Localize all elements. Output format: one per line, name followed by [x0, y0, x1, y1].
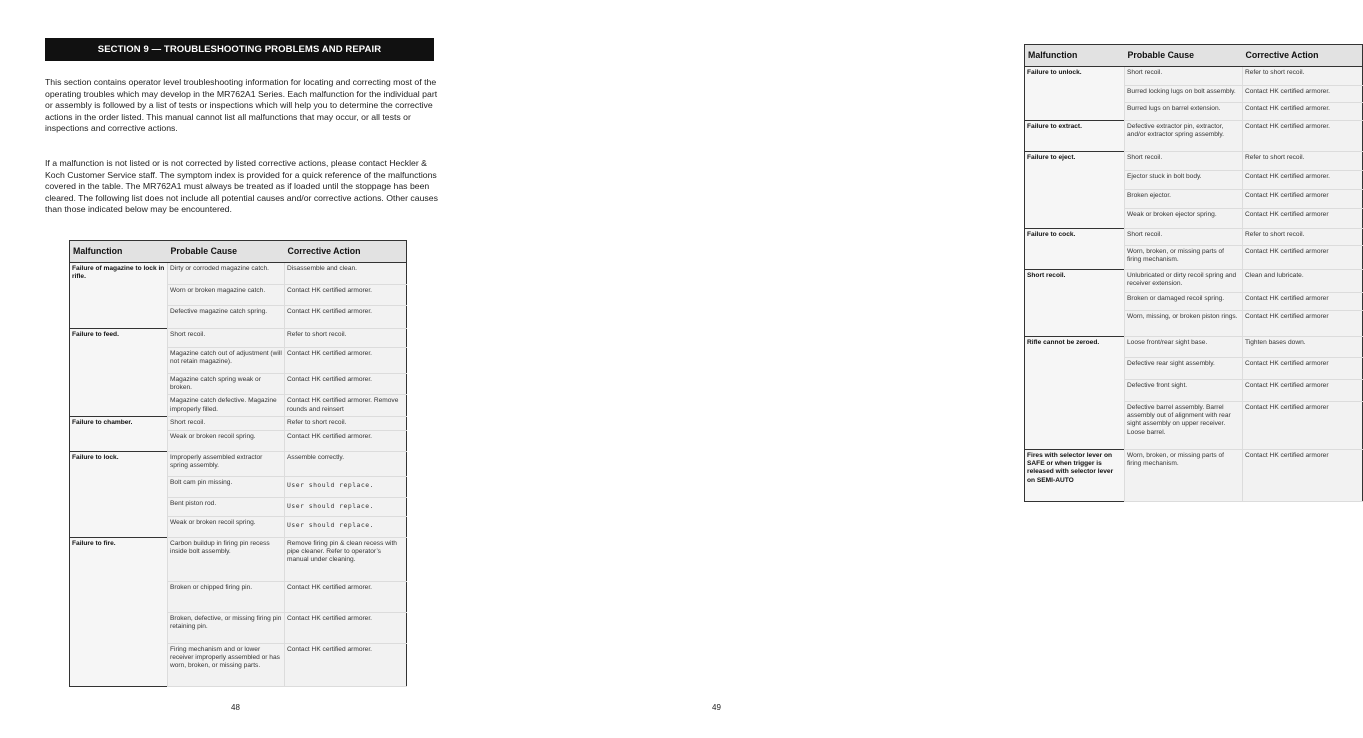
- header-probable-cause: Probable Cause: [1125, 45, 1243, 67]
- action-cell: Contact HK certified armorer.: [285, 285, 407, 306]
- page-left: [0, 0, 477, 738]
- action-cell: Tighten bases down.: [1243, 337, 1363, 358]
- cause-cell: Bolt cam pin missing.: [168, 476, 285, 497]
- action-cell: Contact HK certified armorer.: [285, 643, 407, 686]
- table-row: [70, 417, 407, 430]
- cause-cell: Burred locking lugs on bolt assembly.: [1125, 86, 1243, 103]
- cause-cell: Short recoil.: [168, 417, 285, 430]
- malfunction-cell: Rifle cannot be zeroed.: [1025, 337, 1125, 450]
- malfunction-cell: Failure to lock.: [70, 451, 168, 537]
- cause-cell: Bent piston rod.: [168, 497, 285, 516]
- cause-cell: Ejector stuck in bolt body.: [1125, 171, 1243, 190]
- cause-cell: Broken, defective, or missing firing pin retaining pin.: [168, 612, 285, 643]
- action-cell: Clean and lubricate.: [1243, 270, 1363, 293]
- intro-paragraph: This section contains operator level troubleshooting information for locating and correcting most of the operating troubles which may develop in the MR762A1 Series. Each malfunction for the individual part or assembly is followed by a list of tests or inspections which will help you to determine the corrective actions in the order listed. This manual cannot list all malfunctions that may occur, or all tests or inspections and corrective actions.: [45, 77, 438, 134]
- action-cell: Contact HK certified armorer: [1243, 311, 1363, 337]
- cause-cell: Worn, missing, or broken piston rings.: [1125, 311, 1243, 337]
- table-row: [70, 329, 407, 348]
- section-header: SECTION 9 — TROUBLESHOOTING PROBLEMS AND REPAIR: [45, 38, 434, 61]
- action-cell-handwritten: User should replace.: [285, 476, 407, 497]
- table-row: [1025, 229, 1363, 246]
- action-cell: Refer to short recoil.: [285, 329, 407, 348]
- table-row: [1025, 450, 1363, 502]
- malfunction-cell: Failure to feed.: [70, 329, 168, 417]
- cause-cell: Magazine catch out of adjustment (will not retain magazine).: [168, 348, 285, 374]
- action-cell: Contact HK certified armorer: [1243, 246, 1363, 270]
- cause-cell: Loose front/rear sight base.: [1125, 337, 1243, 358]
- action-cell: Contact HK certified armorer.: [285, 374, 407, 395]
- header-corrective-action: Corrective Action: [1243, 45, 1363, 67]
- cause-cell: Short recoil.: [1125, 229, 1243, 246]
- cause-cell: Firing mechanism and or lower receiver improperly assembled or has worn, broken, or missing parts.: [168, 643, 285, 686]
- action-cell: Contact HK certified armorer.: [285, 430, 407, 451]
- malfunction-cell: Failure to unlock.: [1025, 67, 1125, 121]
- malfunction-cell: Failure to chamber.: [70, 417, 168, 451]
- table-row: [70, 263, 407, 285]
- action-cell-handwritten: User should replace.: [285, 516, 407, 537]
- troubleshooting-table-right: [1024, 44, 1363, 502]
- table-row: [1025, 152, 1363, 171]
- cause-cell: Defective barrel assembly. Barrel assembly out of alignment with rear sight assembly on upper receiver. Loose barrel.: [1125, 402, 1243, 450]
- action-cell: Contact HK certified armorer.: [285, 306, 407, 329]
- malfunction-cell: Failure to fire.: [70, 537, 168, 686]
- cause-cell: Worn or broken magazine catch.: [168, 285, 285, 306]
- action-cell: Contact HK certified armorer: [1243, 293, 1363, 311]
- cause-cell: Defective extractor pin, extractor, and/or extractor spring assembly.: [1125, 121, 1243, 152]
- action-cell: Contact HK certified armorer: [1243, 358, 1363, 380]
- action-cell: Disassemble and clean.: [285, 263, 407, 285]
- cause-cell: Short recoil.: [1125, 67, 1243, 86]
- intro-paragraph: If a malfunction is not listed or is not corrected by listed corrective actions, please contact Heckler & Koch Customer Service staff. The symptom index is provided for a quick reference of the malfunctions covered in the table. The MR762A1 must always be treated as if loaded until the stoppage has been cleared. The following list does not include all potential causes and/or corrective actions. Other causes than those indicated below may be encountered.: [45, 158, 438, 215]
- troubleshooting-table-left: [69, 240, 407, 687]
- action-cell: Refer to short recoil.: [1243, 67, 1363, 86]
- table-row: [1025, 270, 1363, 293]
- action-cell: Contact HK certified armorer.: [285, 348, 407, 374]
- page-number: 48: [231, 703, 240, 712]
- action-cell: Contact HK certified armorer: [1243, 380, 1363, 402]
- table-row: [70, 537, 407, 581]
- action-cell: Contact HK certified armorer.: [1243, 86, 1363, 103]
- malfunction-cell: Short recoil.: [1025, 270, 1125, 337]
- cause-cell: Burred lugs on barrel extension.: [1125, 103, 1243, 121]
- cause-cell: Defective rear sight assembly.: [1125, 358, 1243, 380]
- table-row: [70, 451, 407, 476]
- cause-cell: Defective front sight.: [1125, 380, 1243, 402]
- cause-cell: Weak or broken recoil spring.: [168, 430, 285, 451]
- action-cell: Refer to short recoil.: [285, 417, 407, 430]
- action-cell: Remove firing pin & clean recess with pipe cleaner. Refer to operator’s manual under cleaning.: [285, 537, 407, 581]
- cause-cell: Short recoil.: [1125, 152, 1243, 171]
- action-cell: Refer to short recoil.: [1243, 152, 1363, 171]
- cause-cell: Broken or chipped firing pin.: [168, 581, 285, 612]
- table-header-row: [70, 241, 407, 263]
- action-cell: Contact HK certified armorer.: [1243, 121, 1363, 152]
- action-cell-handwritten: User should replace.: [285, 497, 407, 516]
- cause-cell: Worn, broken, or missing parts of firing mechanism.: [1125, 246, 1243, 270]
- malfunction-cell: Failure to extract.: [1025, 121, 1125, 152]
- action-cell: Contact HK certified armorer: [1243, 402, 1363, 450]
- header-malfunction: Malfunction: [70, 241, 168, 263]
- header-malfunction: Malfunction: [1025, 45, 1125, 67]
- cause-cell: Dirty or corroded magazine catch.: [168, 263, 285, 285]
- cause-cell: Improperly assembled extractor spring assembly.: [168, 451, 285, 476]
- page-right: [477, 0, 1331, 738]
- cause-cell: Short recoil.: [168, 329, 285, 348]
- cause-cell: Magazine catch defective. Magazine improperly filled.: [168, 395, 285, 417]
- action-cell: Assemble correctly.: [285, 451, 407, 476]
- action-cell: Contact HK certified armorer: [1243, 209, 1363, 229]
- table-row: [1025, 337, 1363, 358]
- cause-cell: Magazine catch spring weak or broken.: [168, 374, 285, 395]
- cause-cell: Unlubricated or dirty recoil spring and receiver extension.: [1125, 270, 1243, 293]
- table-header-row: [1025, 45, 1363, 67]
- cause-cell: Defective magazine catch spring.: [168, 306, 285, 329]
- malfunction-cell: Fires with selector lever on SAFE or when trigger is released with selector lever on SEMI-AUTO: [1025, 450, 1125, 502]
- cause-cell: Broken or damaged recoil spring.: [1125, 293, 1243, 311]
- cause-cell: Weak or broken recoil spring.: [168, 516, 285, 537]
- malfunction-cell: Failure of magazine to lock in rifle.: [70, 263, 168, 329]
- action-cell: Contact HK certified armorer.: [285, 581, 407, 612]
- cause-cell: Worn, broken, or missing parts of firing mechanism.: [1125, 450, 1243, 502]
- cause-cell: Broken ejector.: [1125, 190, 1243, 209]
- action-cell: Contact HK certified armorer. Remove rounds and reinsert: [285, 395, 407, 417]
- malfunction-cell: Failure to cock.: [1025, 229, 1125, 270]
- page-number: 49: [712, 703, 721, 712]
- action-cell: Refer to short recoil.: [1243, 229, 1363, 246]
- cause-cell: Weak or broken ejector spring.: [1125, 209, 1243, 229]
- table-row: [1025, 121, 1363, 152]
- cause-cell: Carbon buildup in firing pin recess inside bolt assembly.: [168, 537, 285, 581]
- action-cell: Contact HK certified armorer: [1243, 450, 1363, 502]
- malfunction-cell: Failure to eject.: [1025, 152, 1125, 229]
- table-row: [1025, 67, 1363, 86]
- action-cell: Contact HK certified armorer.: [1243, 171, 1363, 190]
- action-cell: Contact HK certified armorer.: [1243, 103, 1363, 121]
- header-corrective-action: Corrective Action: [285, 241, 407, 263]
- header-probable-cause: Probable Cause: [168, 241, 285, 263]
- action-cell: Contact HK certified armorer: [1243, 190, 1363, 209]
- action-cell: Contact HK certified armorer.: [285, 612, 407, 643]
